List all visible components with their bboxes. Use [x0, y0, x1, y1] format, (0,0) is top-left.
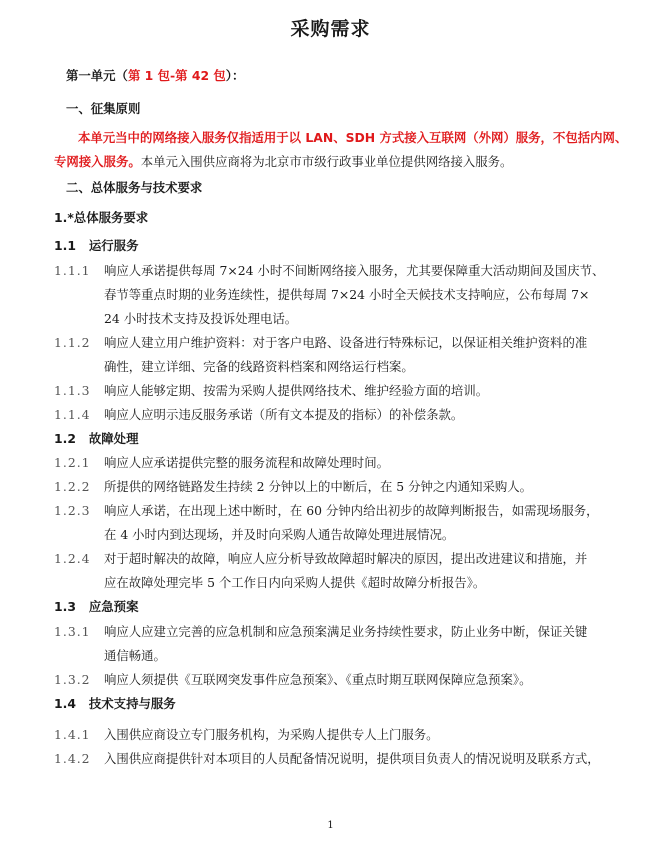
item-number: 1.2.1 [54, 455, 91, 470]
item-number: 1.4.2 [54, 751, 91, 766]
item-1-2-1-line1: 响应人应承诺提供完整的服务流程和故障处理时间。 [104, 455, 389, 470]
item-1-2-2-line1: 所提供的网络链路发生持续 2 分钟以上的中断后，在 5 分钟之内通知采购人。 [104, 479, 533, 494]
item-number: 1.1.2 [54, 335, 91, 350]
item-1-2-4-line1: 对于超时解决的故障，响应人应分析导致故障超时解决的原因，提出改进建议和措施，并 [104, 551, 588, 566]
item-1-2-3-line1: 响应人承诺，在出现上述中断时，在 60 分钟内给出初步的故障判断报告，如需现场服务， [104, 503, 599, 518]
principle-line2 [54, 154, 512, 170]
item-1-3-1-line2: 通信畅通。 [104, 648, 166, 663]
section-heading-principles: 一、征集原则 [66, 101, 141, 116]
item-1-1-1-line1: 响应人承诺提供每周 7×24 小时不间断网络接入服务，尤其要保障重大活动期间及国庆节、 [104, 263, 605, 278]
heading-1-3: 1.3 应急预案 [54, 599, 139, 614]
item-1-1-2-line1: 响应人建立用户维护资料：对于客户电路、设备进行特殊标记，以保证相关维护资料的准 [104, 335, 588, 350]
item-number: 1.1.3 [54, 383, 91, 398]
item-1-1-3-line1: 响应人能够定期、按需为采购人提供网络技术、维护经验方面的培训。 [104, 383, 489, 398]
heading-1-4: 1.4 技术支持与服务 [54, 696, 176, 711]
item-1-1-1-line2: 春节等重点时期的业务连续性，提供每周 7×24 小时全天候技术支持响应，公布每周 7× [104, 287, 590, 302]
item-number: 1.2.4 [54, 551, 91, 566]
heading-1-1: 1.1 运行服务 [54, 238, 139, 253]
page-number: 1 [327, 820, 334, 831]
item-number: 1.3.1 [54, 624, 91, 639]
item-number: 1.1.4 [54, 407, 91, 422]
unit-prefix: 第一单元（ [66, 68, 128, 83]
item-1-1-2-line2: 确性，建立详细、完备的线路资料档案和网络运行档案。 [104, 359, 414, 374]
item-1-1-4-line1: 响应人应明示违反服务承诺（所有文本提及的指标）的补偿条款。 [104, 407, 464, 422]
item-1-4-2-line1: 入围供应商提供针对本项目的人员配备情况说明，提供项目负责人的情况说明及联系方式， [104, 751, 600, 766]
item-1-1-1-line3: 24 小时技术支持及投诉处理电话。 [104, 311, 298, 326]
item-1-4-1-line1: 入围供应商设立专门服务机构，为采购人提供专人上门服务。 [104, 727, 439, 742]
item-number: 1.3.2 [54, 672, 91, 687]
item-number: 1.4.1 [54, 727, 91, 742]
principle-rest-line2: 本单元入围供应商将为北京市市级行政事业单位提供网络接入服务。 [140, 154, 513, 169]
item-number: 1.2.3 [54, 503, 91, 518]
heading-1: 1.*总体服务要求 [54, 210, 149, 225]
section-heading-requirements: 二、总体服务与技术要求 [66, 180, 203, 195]
heading-1-2: 1.2 故障处理 [54, 431, 139, 446]
unit-suffix: ）： [225, 68, 245, 83]
page-title: 采购需求 [290, 18, 371, 40]
item-number: 1.1.1 [54, 263, 91, 278]
item-1-3-2-line1: 响应人须提供《互联网突发事件应急预案》、《重点时期互联网保障应急预案》。 [104, 672, 532, 687]
item-number: 1.2.2 [54, 479, 91, 494]
item-1-2-4-line2: 应在故障处理完毕 5 个工作日内向采购人提供《超时故障分析报告》。 [104, 575, 486, 590]
unit-range: 第 1 包-第 42 包 [127, 68, 226, 83]
item-1-3-1-line1: 响应人应建立完善的应急机制和应急预案满足业务持续性要求，防止业务中断，保证关键 [104, 624, 588, 639]
principle-red-line2: 专网接入服务。 [54, 154, 141, 169]
unit-heading [66, 68, 244, 84]
item-1-2-3-line2: 在 4 小时内到达现场，并及时向采购人通告故障处理进展情况。 [104, 527, 455, 542]
principle-red-line1: 本单元当中的网络接入服务仅指适用于以 LAN、SDH 方式接入互联网（外网）服务，不包括内网、 [78, 130, 628, 145]
